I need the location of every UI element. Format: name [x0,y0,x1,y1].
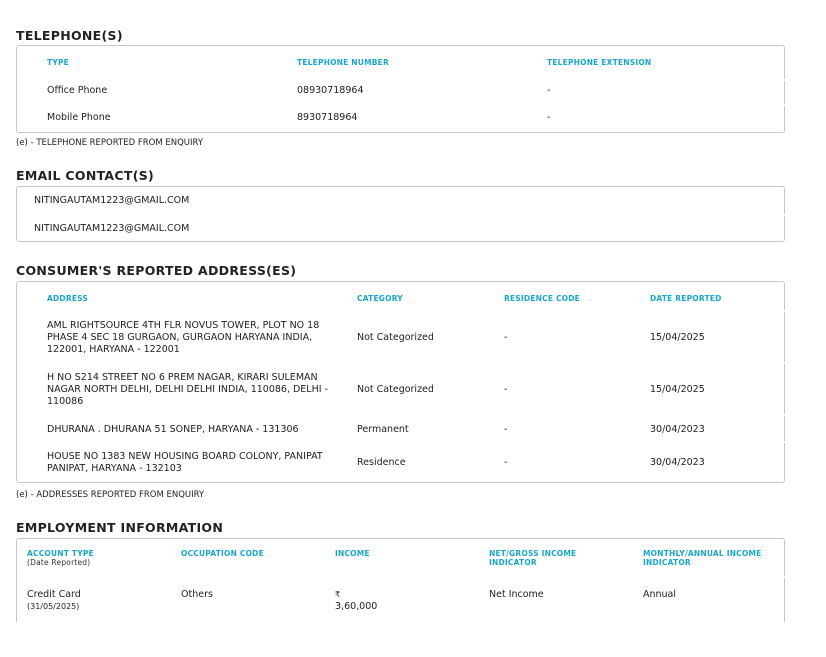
addresses-header-residence-code: RESIDENCE CODE [504,294,580,303]
address-residence-code: - [504,457,508,468]
telephones-note: (e) - TELEPHONE REPORTED FROM ENQUIRY [16,138,204,148]
account-type-value: Credit Card [27,589,81,600]
employment-monthly-annual: Annual [643,589,677,600]
addresses-table [16,281,785,483]
address-residence-code: - [504,332,508,343]
telephone-extension: - [547,112,551,123]
address-date: 30/04/2023 [650,457,705,468]
address-text: HOUSE NO 1383 NEW HOUSING BOARD COLONY, PANIPAT PANIPAT, HARYANA - 132103 [47,451,323,474]
addresses-header-category: CATEGORY [357,294,403,303]
telephone-number: 08930718964 [297,85,364,96]
telephone-type: Mobile Phone [47,112,111,123]
address-text: DHURANA . DHURANA 51 SONEP, HARYANA - 131306 [47,424,299,435]
account-type-sublabel: (Date Reported) [27,558,91,567]
telephones-header-type: TYPE [47,58,69,67]
telephones-table [16,45,785,133]
address-text: H NO S214 STREET NO 6 PREM NAGAR, KIRARI SULEMAN NAGAR NORTH DELHI, DELHI DELHI INDIA, 110086, DELHI - 110086 [47,372,328,407]
address-date: 30/04/2023 [650,424,705,435]
row-gap [782,214,785,216]
telephones-header-extension: TELEPHONE EXTENSION [547,58,652,67]
email-item: NITINGAUTAM1223@GMAIL.COM [34,195,190,206]
row-gap [782,576,785,578]
telephones-title: TELEPHONE(S) [16,28,123,43]
account-type-label: ACCOUNT TYPE [27,549,94,558]
row-gap [782,414,785,416]
address-residence-code: - [504,424,508,435]
row-gap [782,79,785,81]
emails-table [16,186,785,242]
telephone-type: Office Phone [47,85,108,96]
employment-header-monthly-annual: MONTHLY/ANNUAL INCOME INDICATOR [643,549,762,567]
address-date: 15/04/2025 [650,332,705,343]
telephone-number: 8930718964 [297,112,358,123]
income-value: 3,60,000 [335,601,378,612]
address-category: Permanent [357,424,409,435]
date-reported-value: (31/05/2025) [27,602,80,611]
row-gap [782,441,785,443]
email-item: NITINGAUTAM1223@GMAIL.COM [34,223,190,234]
employment-occupation: Others [181,589,213,600]
employment-header-account-type [27,549,94,567]
address-residence-code: - [504,384,508,395]
employment-header-income: INCOME [335,549,370,558]
telephone-extension: - [547,85,551,96]
address-category: Not Categorized [357,332,434,343]
address-category: Not Categorized [357,384,434,395]
addresses-title: CONSUMER'S REPORTED ADDRESS(ES) [16,263,297,278]
employment-table [16,538,785,622]
employment-net-gross: Net Income [489,589,544,600]
address-text: AML RIGHTSOURCE 4TH FLR NOVUS TOWER, PLOT NO 18 PHASE 4 SEC 18 GURGAON, GURGAON HARYANA INDIA, 122001, HARYANA - 122001 [47,320,320,355]
employment-income [335,589,377,613]
row-gap [782,104,785,106]
emails-title: EMAIL CONTACT(S) [16,168,155,183]
employment-title: EMPLOYMENT INFORMATION [16,520,224,535]
employment-header-net-gross: NET/GROSS INCOME INDICATOR [489,549,577,567]
addresses-header-address: ADDRESS [47,294,89,303]
telephones-header-number: TELEPHONE NUMBER [297,58,389,67]
addresses-note: (e) - ADDRESSES REPORTED FROM ENQUIRY [16,490,205,500]
row-gap [782,362,785,364]
employment-account-type [27,589,81,613]
address-category: Residence [357,457,406,468]
employment-header-occupation: OCCUPATION CODE [181,549,264,558]
currency-symbol: ₹ [335,590,341,599]
addresses-header-date: DATE REPORTED [650,294,722,303]
address-date: 15/04/2025 [650,384,705,395]
row-gap [782,310,785,312]
